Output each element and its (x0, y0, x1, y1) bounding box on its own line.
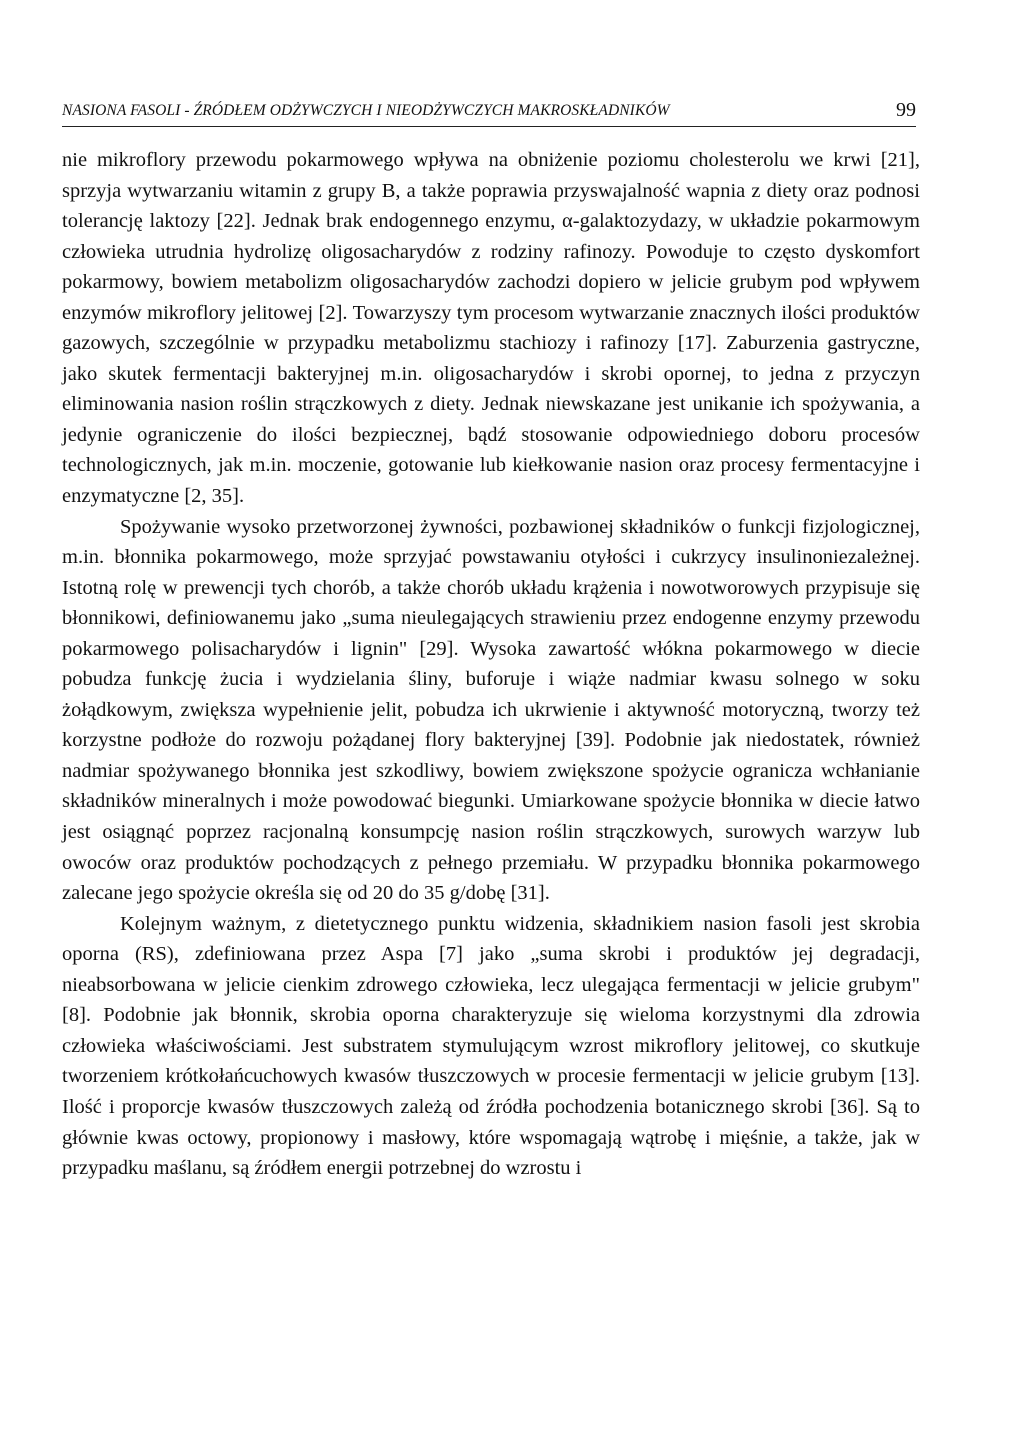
running-header-title: NASIONA FASOLI - ŹRÓDŁEM ODŻYWCZYCH I NIEODŻYWCZYCH MAKROSKŁADNIKÓW (62, 102, 670, 119)
paragraph-continued: nie mikroflory przewodu pokarmowego wpływa na obniżenie poziomu cholesterolu we krwi [21], sprzyja wytwarzaniu witamin z grupy B, a także poprawia przyswajalność wapnia z diety oraz podnosi tolerancję laktozy [22]. Jednak brak endogennego enzymu, α-galaktozydazy, w układzie pokarmowym człowieka utrudnia hydrolizę oligosacharydów z rodziny rafinozy. Powoduje to często dyskomfort pokarmowy, bowiem metabolizm oligosacharydów zachodzi dopiero w jelicie grubym pod wpływem enzymów mikroflory jelitowej [2]. Towarzyszy tym procesom wytwarzanie znacznych ilości produktów gazowych, szczególnie w przypadku metabolizmu stachiozy i rafinozy [17]. Zaburzenia gastryczne, jako skutek fermentacji bakteryjnej m.in. oligosacharydów i skrobi opornej, to jedna z przyczyn eliminowania nasion roślin strączkowych z diety. Jednak niewskazane jest unikanie ich spożywania, a jedynie ograniczenie do ilości bezpiecznej, bądź stosowanie odpowiedniego doboru procesów technologicznych, jak m.in. moczenie, gotowanie lub kiełkowanie nasion oraz procesy fermentacyjne i enzymatyczne [2, 35]. (62, 149, 920, 508)
body-text (62, 145, 920, 1184)
paragraph-dietary-fiber: Spożywanie wysoko przetworzonej żywności, pozbawionej składników o funkcji fizjologicznej, m.in. błonnika pokarmowego, może sprzyjać powstawaniu otyłości i cukrzycy insulinoniezależnej. Istotną rolę w prewencji tych chorób, a także chorób układu krążenia i nowotworowych przypisuje się błonnikowi, definiowanemu jako „suma nieulegających strawieniu przez endogenne enzymy przewodu pokarmowego polisacharydów i lignin" [29]. Wysoka zawartość włókna pokarmowego w diecie pobudza funkcję żucia i wydzielania śliny, buforuje i wiąże nadmiar kwasu solnego w soku żołądkowym, zwiększa wypełnienie jelit, pobudza ich ukrwienie i aktywność motoryczną, tworzy też korzystne podłoże do rozwoju pożądanej flory bakteryjnej [39]. Podobnie jak niedostatek, również nadmiar spożywanego błonnika jest szkodliwy, bowiem zwiększone spożycie ogranicza wchłanianie składników mineralnych i może powodować biegunki. Umiarkowane spożycie błonnika w diecie łatwo jest osiągnąć poprzez racjonalną konsumpcję nasion roślin strączkowych, surowych warzyw lub owoców oraz produktów pochodzących z pełnego przemiału. W przypadku błonnika pokarmowego zalecane jego spożycie określa się od 20 do 35 g/dobę [31]. (62, 515, 920, 905)
page-number: 99 (896, 99, 916, 121)
paragraph-resistant-starch: Kolejnym ważnym, z dietetycznego punktu widzenia, składnikiem nasion fasoli jest skrobia oporna (RS), zdefiniowana przez Aspa [7] jako „suma skrobi i produktów jej degradacji, nieabsorbowana w jelicie cienkim zdrowego człowieka, lecz ulegająca fermentacji w jelicie grubym" [8]. Podobnie jak błonnik, skrobia oporna charakteryzuje się wieloma korzystnymi dla zdrowia człowieka właściwościami. Jest substratem stymulującym wzrost mikroflory jelitowej, co skutkuje tworzeniem krótkołańcuchowych kwasów tłuszczowych w procesie fermentacji w jelicie grubym [13]. Ilość i proporcje kwasów tłuszczowych zależą od źródła pochodzenia botanicznego skrobi [36]. Są to głównie kwas octowy, propionowy i masłowy, które wspomagają wątrobę i mięśnie, a także, jak w przypadku maślanu, są źródłem energii potrzebnej do wzrostu i (62, 912, 920, 1180)
running-header (62, 100, 916, 127)
